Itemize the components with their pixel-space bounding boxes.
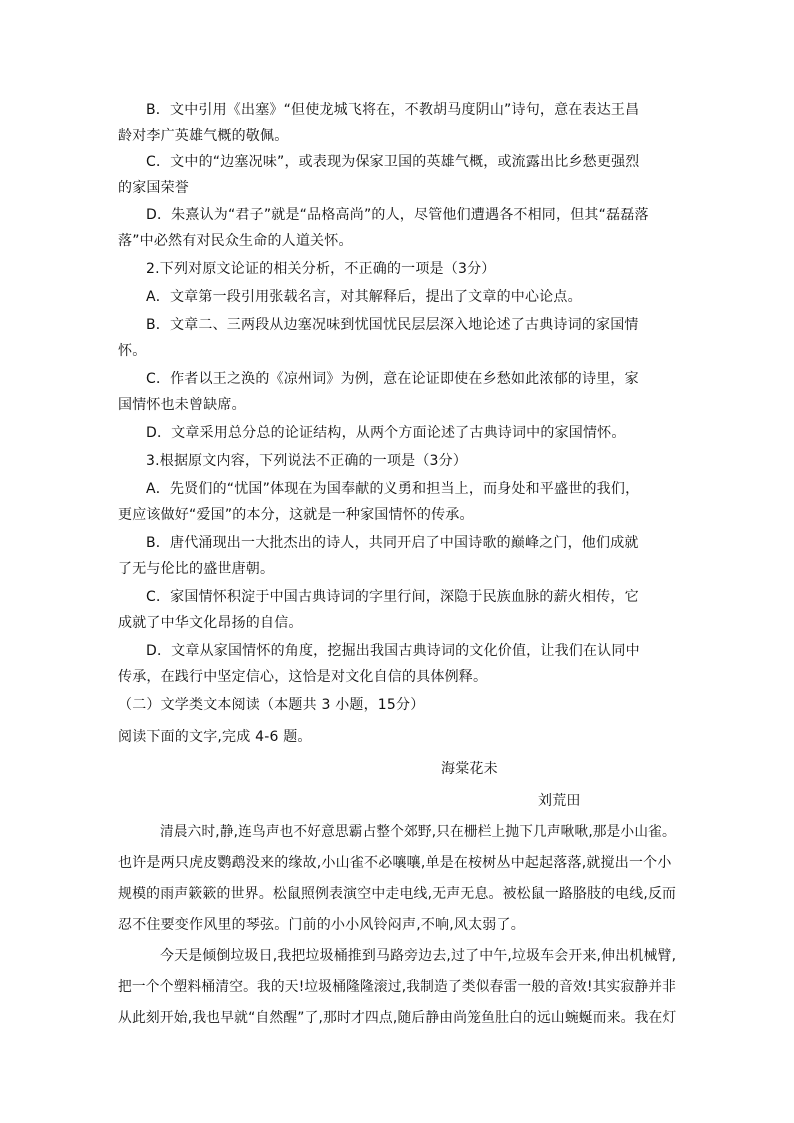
option-line: 更应该做好“爱国”的本分，这就是一种家国情怀的传承。 xyxy=(118,507,474,523)
option-line: C．文中的“边塞况味”，或表现为保家卫国的英雄气概，或流露出比乡愁更强烈 xyxy=(146,154,640,170)
option-line: 成就了中华文化昂扬的自信。 xyxy=(118,615,303,631)
option-line: B．文中引用《出塞》“但使龙城飞将在，不教胡马度阴山”诗句，意在表达王昌 xyxy=(146,102,640,118)
option-line: A．文章第一段引用张载名言，对其解释后，提出了文章的中心论点。 xyxy=(146,289,582,305)
option-line: 了无与伦比的盛世唐朝。 xyxy=(118,561,275,577)
option-line: 龄对李广英雄气概的敬佩。 xyxy=(118,128,289,144)
article-author: 刘荒田 xyxy=(538,793,581,809)
article-paragraph-line: 今天是倾倒垃圾日,我把垃圾桶推到马路旁边去,过了中午,垃圾车会开来,伸出机械臂, xyxy=(160,948,677,964)
option-line: D．文章采用总分总的论证结构，从两个方面论述了古典诗词中的家国情怀。 xyxy=(146,425,626,441)
section-heading: （二）文学类文本阅读（本题共 3 小题，15分） xyxy=(118,697,425,713)
article-paragraph-line: 也许是两只虎皮鹦鹉没来的缘故,小山雀不必嚷嚷,单是在桉树丛中起起落落,就搅出一个小 xyxy=(118,855,672,871)
article-paragraph-line: 把一个个塑料桶清空。我的天!垃圾桶隆隆滚过,我制造了类似春雷一般的音效!其实寂静并非 xyxy=(118,979,677,995)
option-line: B．文章二、三两段从边塞况味到忧国忧民层层深入地论述了古典诗词的家国情 xyxy=(146,317,639,333)
option-line: A．先贤们的“忧国”体现在为国奉献的义勇和担当上，而身处和平盛世的我们， xyxy=(146,481,640,497)
article-paragraph-line: 清晨六时,静,连鸟声也不好意思霸占整个郊野,只在栅栏上抛下几声啾啾,那是小山雀。 xyxy=(160,824,676,840)
option-line: 怀。 xyxy=(118,343,147,359)
option-line: C．家国情怀积淀于中国古典诗词的字里行间，深隐于民族血脉的薪火相传，它 xyxy=(146,589,639,605)
question-line: 2.下列对原文论证的相关分析，不正确的一项是（3分） xyxy=(146,261,496,277)
article-paragraph-line: 规模的雨声簌簌的世界。松鼠照例表演空中走电线,无声无息。被松鼠一路胳肢的电线,反而 xyxy=(118,886,677,902)
option-line: B．唐代涌现出一大批杰出的诗人，共同开启了中国诗歌的巅峰之门，他们成就 xyxy=(146,535,639,551)
option-line: 传承，在践行中坚定信心，这恰是对文化自信的具体例释。 xyxy=(118,669,488,685)
option-line: 落”中必然有对民众生命的人道关怀。 xyxy=(118,233,353,249)
option-line: D．文章从家国情怀的角度，挖掘出我国古典诗词的文化价值，让我们在认同中 xyxy=(146,643,640,659)
article-paragraph-line: 忍不住要变作风里的琴弦。门前的小小风铃闷声,不响,风太弱了。 xyxy=(118,917,525,933)
option-line: C．作者以王之涣的《凉州词》为例，意在论证即使在乡愁如此浓郁的诗里，家 xyxy=(146,371,639,387)
question-line: 3.根据原文内容，下列说法不正确的一项是（3分） xyxy=(146,453,468,469)
option-line: 国情怀也未曾缺席。 xyxy=(118,397,246,413)
option-line: 的家国荣誉 xyxy=(118,180,189,196)
instruction-text: 阅读下面的文字,完成 4-6 题。 xyxy=(118,729,312,745)
article-paragraph-line: 从此刻开始,我也早就“自然醒”了,那时才四点,随后静由尚笼鱼肚白的远山蜿蜒而来。我在灯 xyxy=(118,1010,677,1026)
option-line: D．朱熹认为“君子”就是“品格高尚”的人，尽管他们遭遇各不相同，但其“磊磊落 xyxy=(146,207,649,223)
article-title: 海棠花未 xyxy=(441,761,498,777)
